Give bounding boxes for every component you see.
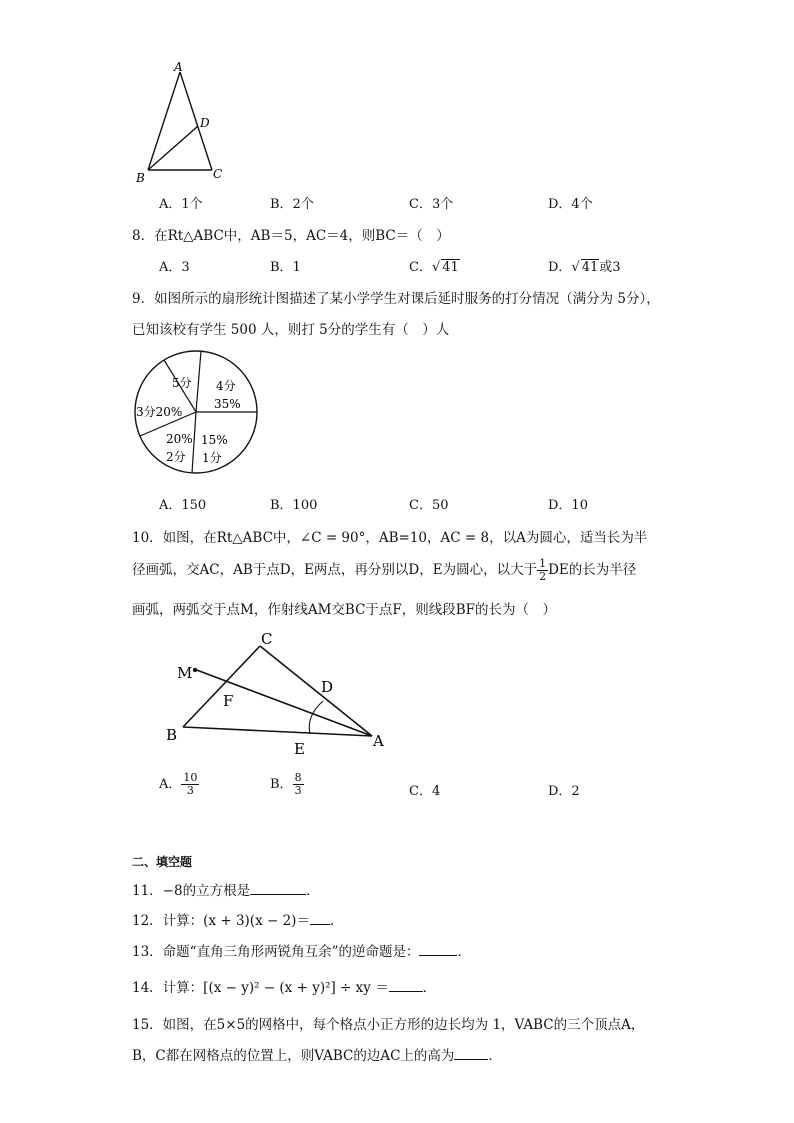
q10-point-m (193, 668, 197, 672)
q15-end: ． (488, 1048, 502, 1064)
q9-option-b[interactable]: B．100 (270, 498, 318, 513)
q10-option-b[interactable] (270, 772, 304, 797)
q14-answer-blank[interactable] (389, 978, 423, 992)
q10-side-bc (183, 646, 260, 727)
q10-line2-end: DE的长为半径 (548, 562, 637, 578)
q10-side-ca (260, 646, 372, 736)
q9-slice-value-4: 35% (214, 397, 241, 411)
q10-triangle-figure (160, 622, 400, 762)
q10-fraction-half (537, 558, 548, 583)
q9-option-a[interactable]: A．150 (159, 498, 207, 513)
q15-text: B，C都在网格点的位置上，则VABC的边AC上的高为 (132, 1048, 455, 1064)
q10-fraction-num: 1 (539, 557, 547, 570)
q10-label-b: B (166, 726, 178, 744)
q12-text: 12．计算：(x + 3)(x − 2)＝ (132, 913, 310, 929)
q10-question-line2 (132, 558, 636, 583)
q7-option-c[interactable]: C．3个 (409, 197, 454, 212)
q10-option-b-num: 8 (294, 771, 302, 784)
q8-option-d[interactable] (548, 256, 621, 275)
q7-label-b: B (136, 171, 145, 185)
q12-answer-blank[interactable] (310, 911, 330, 925)
q9-slice-label-2: 2分 (166, 450, 186, 464)
q9-question-line2: 已知该校有学生 500 人，则打 5分的学生有（ ）人 (132, 322, 450, 338)
q9-question-line1: 9．如图所示的扇形统计图描述了某小学学生对课后延时服务的打分情况（满分为 5分）， (132, 291, 660, 307)
q7-option-b[interactable]: B．2个 (270, 197, 314, 212)
q9-option-c[interactable]: C．50 (409, 498, 449, 513)
q10-option-b-den: 3 (294, 784, 302, 797)
q10-option-a-fraction (181, 772, 199, 797)
q10-option-a-prefix: A． (159, 777, 182, 792)
q7-label-a: A (174, 60, 183, 74)
q9-pie-chart (132, 350, 262, 476)
q10-side-ba (183, 727, 372, 736)
q10-line2-start: 径画弧，交AC，AB于点D，E两点，再分别以D，E为圆心，以大于 (132, 562, 538, 578)
q9-option-d[interactable]: D．10 (548, 498, 588, 513)
q8-option-a[interactable]: A．3 (159, 260, 190, 275)
q7-label-d: D (200, 116, 210, 130)
q7-label-c: C (213, 167, 223, 181)
q14-text: 14．计算：[(x − y)² − (x + y)²] ÷ xy ＝ (132, 980, 389, 996)
q15-question-line2 (132, 1044, 502, 1064)
q11-end: ． (306, 883, 320, 899)
q14-end: ． (422, 980, 437, 996)
q10-option-b-fraction (293, 772, 304, 797)
q10-option-c[interactable]: C．4 (409, 784, 441, 799)
q10-fraction-den: 2 (539, 570, 547, 583)
q13-answer-blank[interactable] (419, 942, 457, 956)
sqrt-icon: √ (571, 260, 580, 275)
q10-label-a: A (373, 732, 384, 750)
q8-option-d-radicand: 41 (581, 260, 599, 275)
q8-option-d-tail: 或3 (599, 260, 621, 275)
q10-question-line1: 10．如图，在Rt△ABC中，∠C = 90°，AB=10，AC = 8，以A为圆心，适当长为半 (132, 530, 648, 546)
q10-option-a[interactable] (159, 772, 199, 797)
q13-question (132, 940, 471, 960)
q8-question-text: 8．在Rt△ABC中，AB＝5，AC＝4，则BC＝（ ） (132, 228, 450, 244)
q8-option-c-prefix: C． (409, 260, 432, 275)
q12-question (132, 909, 343, 929)
q10-label-c: C (261, 630, 273, 648)
q9-slice-label-1: 1分 (202, 451, 222, 465)
q10-label-d: D (321, 678, 334, 696)
q10-question-line3: 画弧，两弧交于点M，作射线AM交BC于点F，则线段BF的长为（ ） (132, 602, 557, 618)
q13-text: 13．命题“直角三角形两锐角互余”的逆命题是： (132, 944, 420, 960)
q11-question (132, 879, 320, 899)
q8-option-b[interactable]: B．1 (270, 260, 301, 275)
q9-slice-value-1: 15% (201, 433, 228, 447)
q10-option-a-den: 3 (186, 784, 194, 797)
q7-option-a[interactable]: A．1个 (159, 197, 203, 212)
q10-label-f: F (223, 692, 234, 710)
q10-label-e: E (294, 740, 305, 758)
q13-end: ． (457, 944, 471, 960)
q10-ray-am (194, 669, 372, 736)
q11-text: 11．−8的立方根是 (132, 883, 251, 899)
q15-question-line1: 15．如图，在5×5的网格中，每个格点小正方形的边长均为 1，VABC的三个顶点A， (132, 1017, 645, 1033)
q9-slice-label-4: 4分 (216, 379, 236, 393)
q12-end: ． (329, 913, 344, 929)
q9-slice-label-3: 3分20% (136, 405, 183, 419)
q8-option-c[interactable] (409, 256, 460, 275)
q10-option-d[interactable]: D．2 (548, 784, 580, 799)
q10-label-m: M (177, 664, 193, 682)
q10-option-b-prefix: B． (270, 777, 293, 792)
sqrt-icon: √ (431, 260, 441, 275)
q7-triangle-figure (130, 58, 230, 188)
section-title-fill-in: 二、填空题 (132, 855, 193, 869)
q9-slice-value-2: 20% (166, 432, 193, 446)
q15-answer-blank[interactable] (454, 1046, 488, 1060)
q10-option-a-num: 10 (183, 771, 198, 784)
q11-answer-blank[interactable] (250, 881, 306, 895)
q8-option-c-radicand: 41 (442, 260, 459, 275)
q8-option-d-prefix: D． (548, 260, 572, 275)
q9-slice-label-5: 5分 (172, 376, 192, 390)
q14-question (132, 976, 436, 996)
q7-option-d[interactable]: D．4个 (548, 197, 593, 212)
